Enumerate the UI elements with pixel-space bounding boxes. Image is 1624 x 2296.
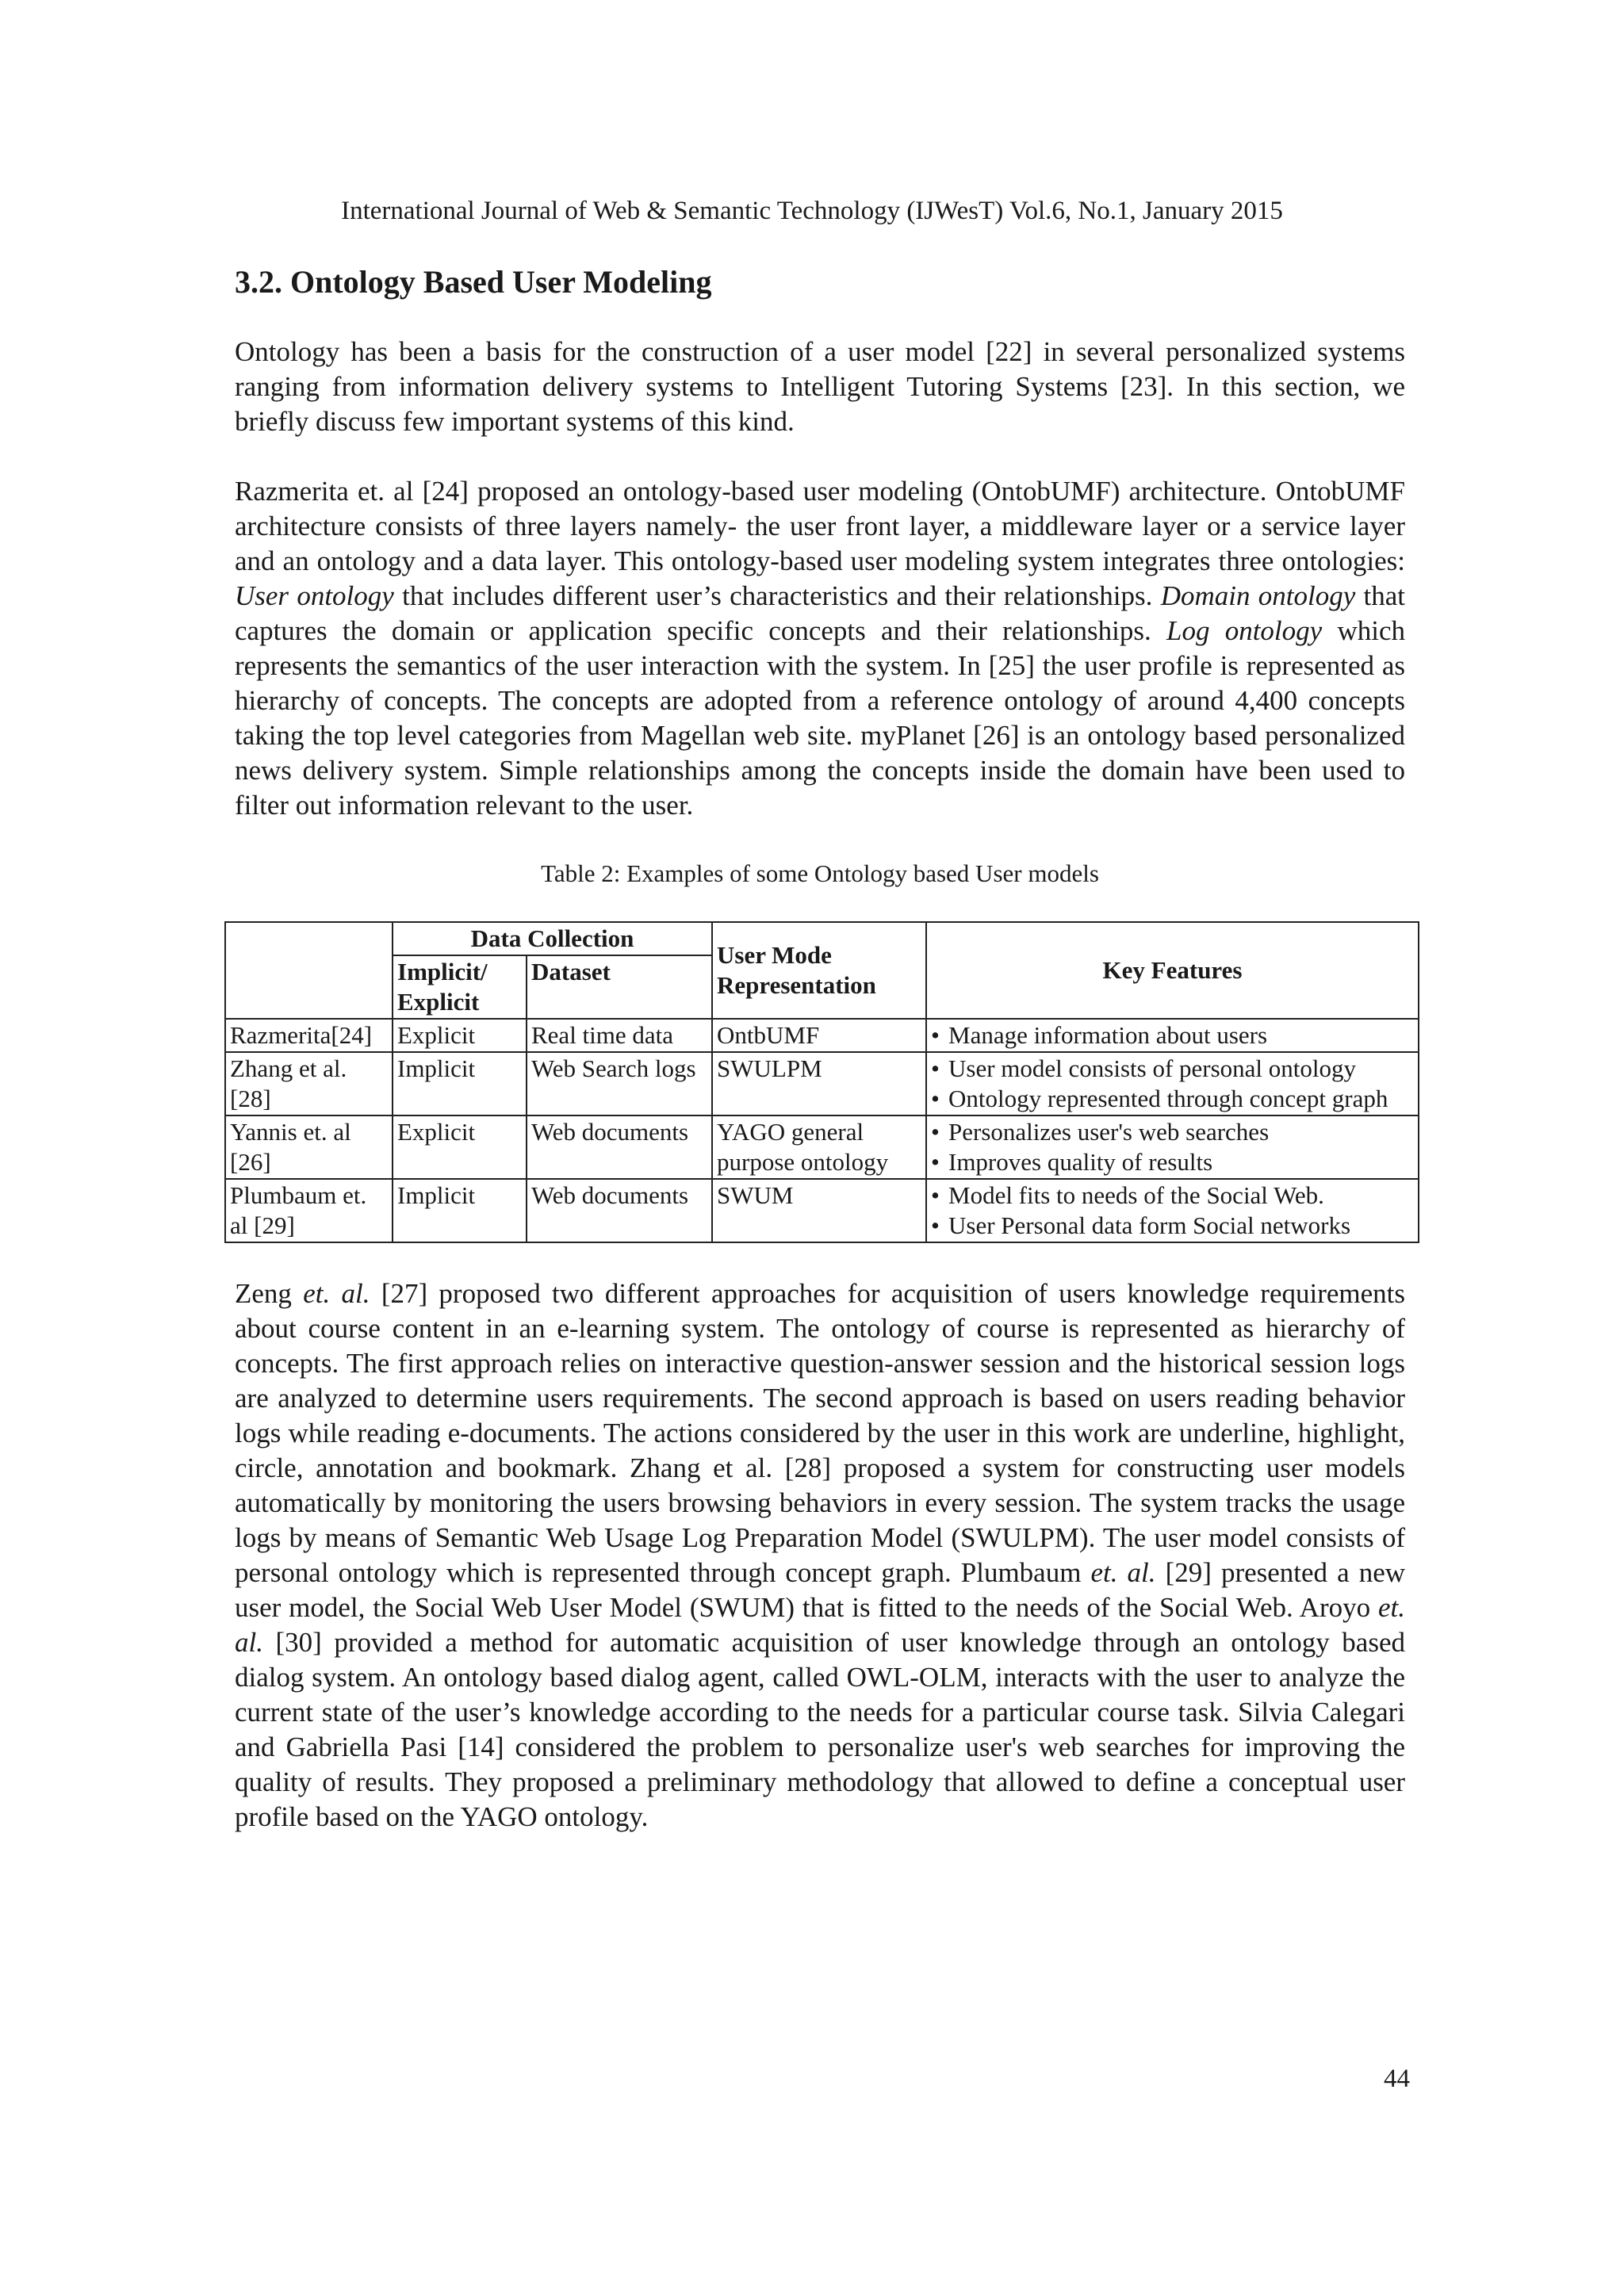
model-cell: Razmerita[24] xyxy=(225,1019,393,1052)
feature-item: • User model consists of personal ontology xyxy=(931,1054,1414,1084)
feature-item: • User Personal data form Social networks xyxy=(931,1211,1414,1241)
table-row xyxy=(225,1052,1419,1115)
key-features-header: Key Features xyxy=(926,922,1419,1019)
italic-term: Domain ontology xyxy=(1160,580,1356,611)
text-run: that captures the domain or application specific concepts and their relationships. xyxy=(235,580,1405,646)
representation-header: User Mode Representation xyxy=(712,922,926,1019)
features-cell xyxy=(926,1115,1419,1179)
feature-item: • Ontology represented through concept graph xyxy=(931,1084,1414,1114)
features-cell xyxy=(926,1052,1419,1115)
paragraph-approaches xyxy=(235,1276,1405,1835)
dataset-cell: Real time data xyxy=(527,1019,712,1052)
implicit-explicit-header: Implicit/ Explicit xyxy=(393,955,527,1019)
features-cell xyxy=(926,1019,1419,1052)
text-run: [29] presented a new user model, the Social Web User Model (SWUM) that is fitted to the needs of the Social Web. Aroyo xyxy=(235,1557,1406,1623)
user-models-table xyxy=(224,921,1419,1243)
dataset-cell: Web Search logs xyxy=(527,1052,712,1115)
text-run: that includes different user’s characteristics and their relationships. xyxy=(393,580,1161,611)
dataset-cell: Web documents xyxy=(527,1115,712,1179)
implicit-explicit-cell: Explicit xyxy=(393,1019,527,1052)
representation-cell: YAGO general purpose ontology xyxy=(712,1115,926,1179)
italic-term: et. al. xyxy=(235,1592,1405,1658)
italic-term: et. al. xyxy=(303,1278,370,1309)
page-content xyxy=(230,262,1406,1869)
text-run: Zeng xyxy=(235,1278,304,1309)
table-row xyxy=(225,1179,1419,1242)
paragraph-intro: Ontology has been a basis for the construction of a user model [22] in several personalized systems ranging from information delivery systems to Intelligent Tutoring Systems [23]. In this section, we briefly discuss few important systems of this kind. xyxy=(235,336,1405,437)
implicit-explicit-cell: Explicit xyxy=(393,1115,527,1179)
feature-item: • Improves quality of results xyxy=(931,1147,1414,1177)
section-title: 3.2. Ontology Based User Modeling xyxy=(235,264,712,300)
model-cell: Plumbaum et. al [29] xyxy=(225,1179,393,1242)
model-cell: Yannis et. al [26] xyxy=(225,1115,393,1179)
table-row xyxy=(225,1115,1419,1179)
text-run: Razmerita et. al [24] proposed an ontology-based user modeling (OntobUMF) architecture. OntobUMF architecture consists of three layers namely- the user front layer, a middleware layer or a service layer and an ontology and a data layer. This ontology-based user modeling system integrates three ontologies: xyxy=(235,476,1405,576)
italic-term: et. al. xyxy=(1090,1557,1156,1588)
running-head: International Journal of Web & Semantic Technology (IJWesT) Vol.6, No.1, January 2015 xyxy=(341,197,1283,225)
paragraph-razmerita xyxy=(235,474,1405,823)
implicit-explicit-cell: Implicit xyxy=(393,1052,527,1115)
feature-item: • Manage information about users xyxy=(931,1020,1414,1050)
representation-cell: SWUM xyxy=(712,1179,926,1242)
model-cell: Zhang et al. [28] xyxy=(225,1052,393,1115)
text-run: [27] proposed two different approaches for acquisition of users knowledge requirements about course content in an e-learning system. The ontology of course is represented as hierarchy of concepts. The first approach relies on interactive question-answer session and the historical session logs are analyzed to determine users requirements. The second approach is based on users reading behavior logs while reading e-documents. The actions considered by the user in this work are underline, highlight, circle, annotation and bookmark. Zhang et al. [28] proposed a system for constructing user models automatically by monitoring the users browsing behaviors in every session. The system tracks the usage logs by means of Semantic Web Usage Log Preparation Model (SWULPM). The user model consists of personal ontology which is represented through concept graph. Plumbaum xyxy=(235,1278,1405,1588)
implicit-explicit-cell: Implicit xyxy=(393,1179,527,1242)
italic-term: User ontology xyxy=(235,580,394,611)
model-column-header xyxy=(225,922,393,1019)
text-run: which represents the semantics of the user interaction with the system. In [25] the user profile is represented as hierarchy of concepts. The concepts are adopted from a reference ontology of around 4,400 concepts taking the top level categories from Magellan web site. myPlanet [26] is an ontology based personalized news delivery system. Simple relationships among the concepts inside the domain have been used to filter out information relevant to the user. xyxy=(235,615,1405,821)
representation-cell: OntbUMF xyxy=(712,1019,926,1052)
italic-term: Log ontology xyxy=(1166,615,1323,646)
page-number: 44 xyxy=(1384,2064,1410,2093)
table-header-row xyxy=(225,922,1419,955)
dataset-header: Dataset xyxy=(527,955,712,1019)
features-cell xyxy=(926,1179,1419,1242)
feature-item: • Model fits to needs of the Social Web. xyxy=(931,1181,1414,1211)
feature-item: • Personalizes user's web searches xyxy=(931,1117,1414,1147)
text-run: [30] provided a method for automatic acquisition of user knowledge through an ontology based dialog system. An ontology based dialog agent, called OWL-OLM, interacts with the user to analyze the current state of the user’s knowledge according to the needs for a particular course task. Silvia Calegari and Gabriella Pasi [14] considered the problem to personalize user's web searches for improving the quality of results. They proposed a preliminary methodology that allowed to define a conceptual user profile based on the YAGO ontology. xyxy=(235,1627,1405,1832)
table-row xyxy=(225,1019,1419,1052)
dataset-cell: Web documents xyxy=(527,1179,712,1242)
representation-cell: SWULPM xyxy=(712,1052,926,1115)
data-collection-header: Data Collection xyxy=(393,922,712,955)
table-caption: Table 2: Examples of some Ontology based User models xyxy=(541,859,1099,887)
